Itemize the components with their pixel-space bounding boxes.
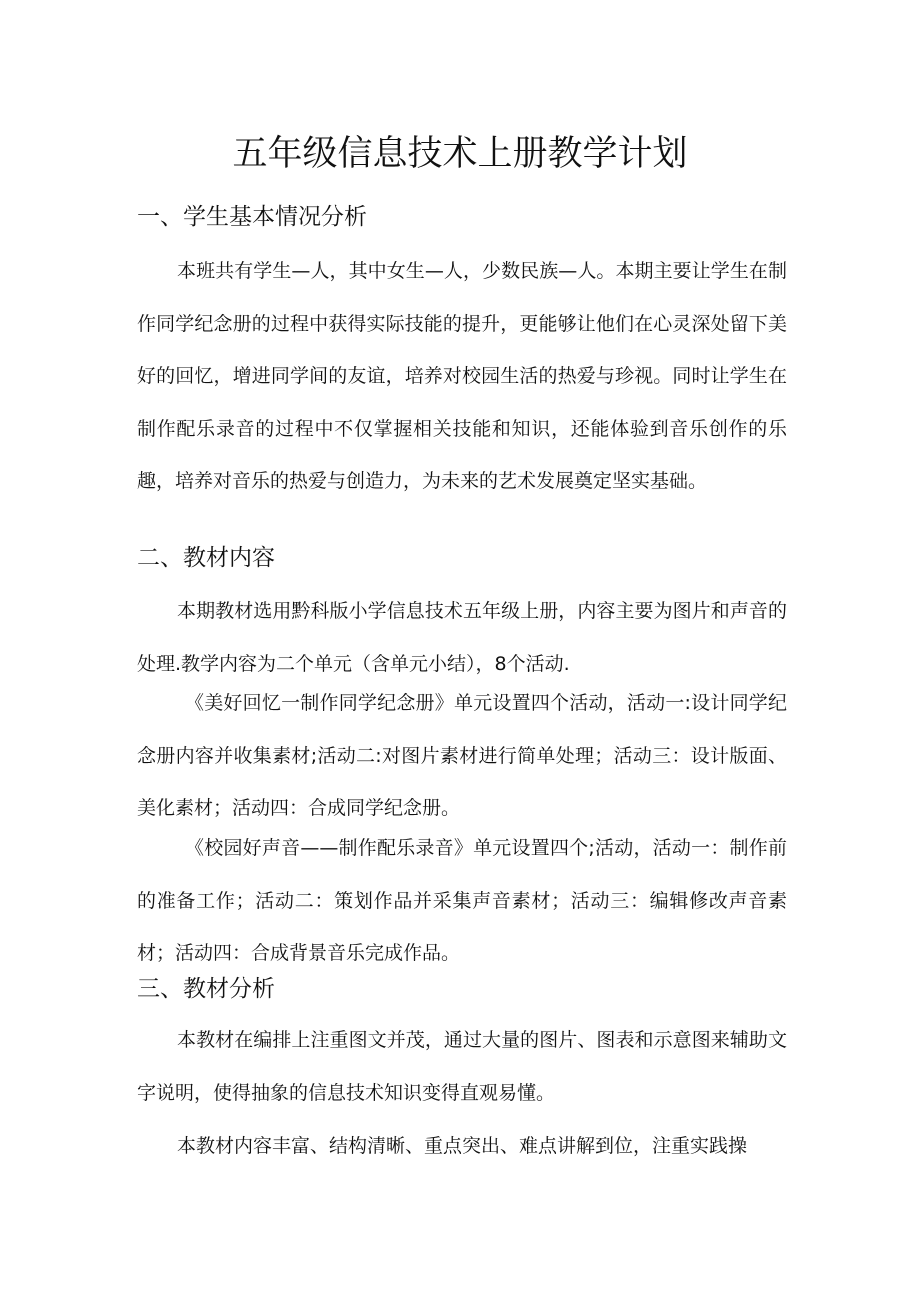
paragraph-unit-memories: 《美好回忆一制作同学纪念册》单元设置四个活动，活动一:设计同学纪念册内容并收集素材;活动二:对图片素材进行简单处理；活动三：设计版面、美化素材；活动四：合成同学纪念册。 — [137, 692, 787, 819]
paragraph-content-analysis: 本教材内容丰富、结构清晰、重点突出、难点讲解到位，注重实践操 — [177, 1135, 748, 1157]
paragraph-unit-campus-voice: 《校园好声音——制作配乐录音》单元设置四个;活动，活动一：制作前的准备工作；活动二：策划作品并采集声音素材；活动三：编辑修改声音素材；活动四：合成背景音乐完成作品。 — [137, 837, 787, 964]
section-heading-textbook-analysis: 三、教材分析 — [137, 976, 275, 1002]
paragraph-layout-analysis: 本教材在编排上注重图文并茂，通过大量的图片、图表和示意图来辅助文字说明，使得抽象的信息技术知识变得直观易懂。 — [137, 1029, 787, 1104]
document-title: 五年级信息技术上册教学计划 — [232, 134, 688, 174]
paragraph-student-analysis: 本班共有学生—人，其中女生—人，少数民族—人。本期主要让学生在制作同学纪念册的过程中获得实际技能的提升，更能够让他们在心灵深处留下美好的回忆，增进同学间的友谊，培养对校园生活的热爱与珍视。同时让学生在制作配乐录音的过程中不仅掌握相关技能和知识，还能体验到音乐创作的乐趣，培养对音乐的热爱与创造力，为未来的艺术发展奠定坚实基础。 — [137, 260, 787, 492]
paragraph-textbook-overview: 本期教材选用黔科版小学信息技术五年级上册，内容主要为图片和声音的处理.教学内容为二个单元（含单元小结），8个活动. — [137, 600, 787, 675]
section-heading-student-analysis: 一、学生基本情况分析 — [137, 204, 367, 230]
section-heading-textbook-content: 二、教材内容 — [137, 545, 275, 571]
